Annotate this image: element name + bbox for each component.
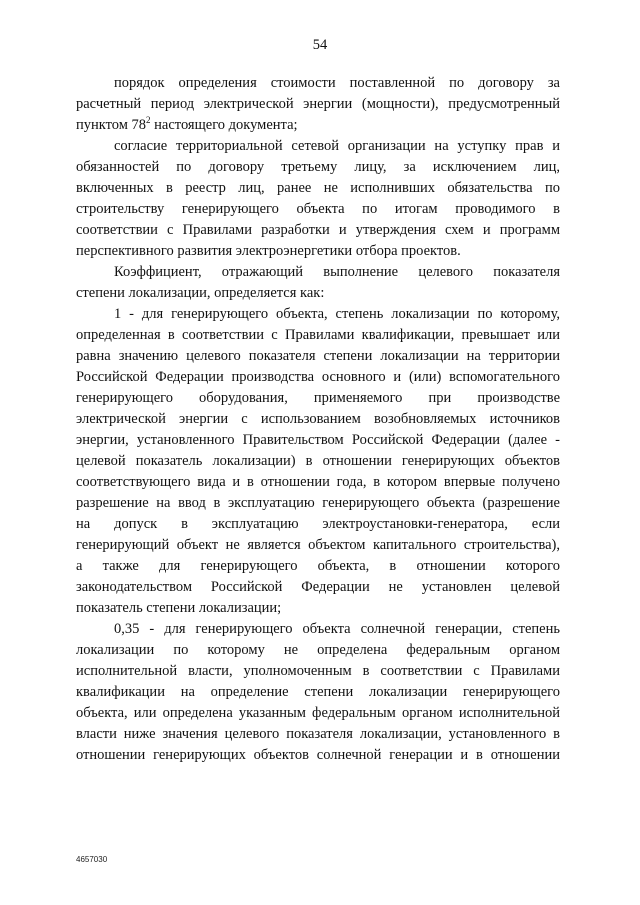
text-line: перспективного развития электроэнергетики отбора проектов. <box>76 243 461 259</box>
text-line: соответствии с Правилами разработки и утверждения схем и программ <box>76 222 560 238</box>
text-line: равна значению целевого показателя степени локализации на территории <box>76 348 560 364</box>
text-line: согласие территориальной сетевой организации на уступку прав и <box>114 138 560 154</box>
text-line: генерирующий объект не является объектом капитального строительства), <box>76 537 560 553</box>
text-line: а также для генерирующего объекта, в отношении которого <box>76 558 560 574</box>
text-line: законодательством Российской Федерации не установлен целевой <box>76 579 560 595</box>
paragraph-4 <box>76 304 560 619</box>
text-line: генерирующего оборудования, применяемого при производстве <box>76 390 560 406</box>
text-fragment: пунктом 78 <box>76 117 147 133</box>
text-line: разрешение на ввод в эксплуатацию генерирующего объекта (разрешение <box>76 495 560 511</box>
text-line: локализации по которому не определена федеральным органом <box>76 642 560 658</box>
text-line: отношении генерирующих объектов солнечной генерации и в отношении <box>76 747 560 763</box>
text-line: 1 - для генерирующего объекта, степень локализации по которому, <box>114 306 560 322</box>
text-line: определенная в соответствии с Правилами квалификации, превышает или <box>76 327 560 343</box>
text-line <box>76 115 560 136</box>
text-line: целевой показатель локализации) в отношении генерирующих объектов <box>76 453 560 469</box>
paragraph-2 <box>76 136 560 262</box>
paragraph-1 <box>76 73 560 136</box>
text-line: 0,35 - для генерирующего объекта солнечной генерации, степень <box>114 621 560 637</box>
document-code: 4657030 <box>76 855 108 864</box>
text-line: власти ниже значения целевого показателя локализации, установленного в <box>76 726 560 742</box>
text-line: расчетный период электрической энергии (мощности), предусмотренный <box>76 96 560 112</box>
text-line: строительству генерирующего объекта по итогам проводимого в <box>76 201 560 217</box>
text-line: энергии, установленного Правительством Российской Федерации (далее - <box>76 432 560 448</box>
text-line: исполнительной власти, уполномоченным в соответствии с Правилами <box>76 663 560 679</box>
text-line: Российской Федерации производства основного и (или) вспомогательного <box>76 369 560 385</box>
text-line: показатель степени локализации; <box>76 600 282 616</box>
text-line: электрической энергии с использованием возобновляемых источников <box>76 411 560 427</box>
text-fragment: настоящего документа; <box>150 117 298 133</box>
text-line: Коэффициент, отражающий выполнение целевого показателя <box>114 264 560 280</box>
paragraph-5 <box>76 619 560 766</box>
text-line: обязанностей по договору третьему лицу, за исключением лиц, <box>76 159 560 175</box>
superscript: 2 <box>146 115 151 125</box>
text-line: квалификации на определение степени локализации генерирующего <box>76 684 560 700</box>
page-number: 54 <box>312 37 328 53</box>
text-line: степени локализации, определяется как: <box>76 285 325 301</box>
text-line: порядок определения стоимости поставленной по договору за <box>114 75 560 91</box>
text-line: соответствующего вида и в отношении года, в котором впервые получено <box>76 474 560 490</box>
text-line: на допуск в эксплуатацию электроустановки-генератора, если <box>76 516 560 532</box>
text-line: включенных в реестр лиц, ранее не исполнивших обязательства по <box>76 180 560 196</box>
text-line: объекта, или определена указанным федеральным органом исполнительной <box>76 705 560 721</box>
paragraph-3 <box>76 262 560 304</box>
document-body <box>76 73 560 766</box>
